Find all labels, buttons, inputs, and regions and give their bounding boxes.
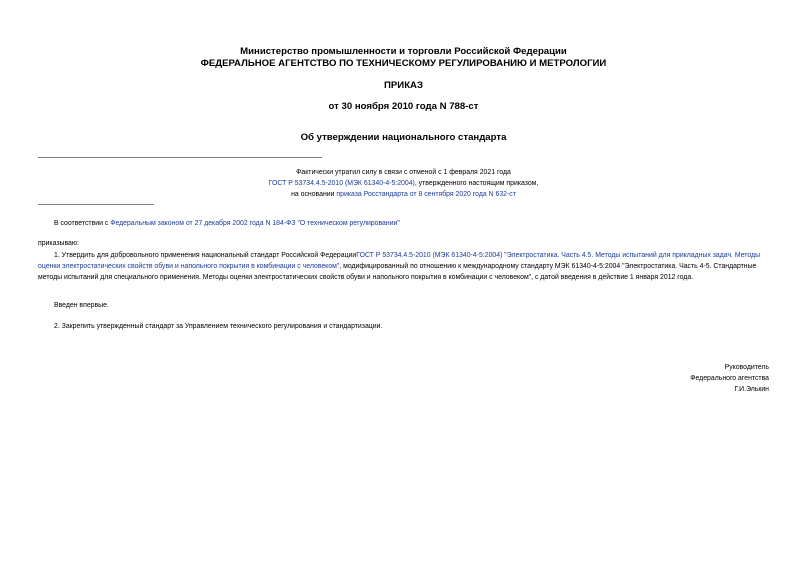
status-note-line1: Фактически утратил силу в связи с отменой с 1 февраля 2021 года <box>296 169 511 176</box>
item-2-paragraph: 2. Закрепить утвержденный стандарт за Управлением технического регулирования и стандартизации. <box>54 323 383 330</box>
document-type: ПРИКАЗ <box>384 80 423 91</box>
status-note-line2 <box>0 179 807 189</box>
orders-word: приказываю: <box>38 240 79 247</box>
preamble <box>54 219 400 229</box>
document-subject: Об утверждении национального стандарта <box>300 132 507 143</box>
gost-link[interactable]: ГОСТ Р 53734.4.5-2010 (МЭК 61340-4-5:2004) <box>268 180 415 187</box>
item-1-text-b: , модифицированный по отношению к международному стандарту МЭК 61340-4-5:2004 "Электростатика. Часть 4-5. Стандартные методы испытаний для специального применения. Методы оценки электростатических свойств обуви и напольного покрытия в комбинации с человеком", с датой введения в действие 1 января 2012 года. <box>38 263 757 281</box>
status-note-line3-text: на основании <box>291 191 337 198</box>
gost-standard-link[interactable]: ГОСТ Р 53734.4.5-2010 (МЭК 61340-4-5:2004) "Электростатика. Часть 4.5. Методы испытаний для прикладных задач. Методы оценки электростатических свойств обуви и напольного покрытия в комбинации с человеком" <box>38 252 761 270</box>
item-1-paragraph <box>38 250 770 283</box>
status-note-line2-text: , утвержденного настоящим приказом, <box>414 180 539 187</box>
ministry-title: Министерство промышленности и торговли Российской Федерации <box>240 46 567 57</box>
rosstandart-order-link[interactable]: приказа Росстандарта от 8 сентября 2020 года N 632-ст <box>336 191 516 198</box>
document-date-number: от 30 ноября 2010 года N 788-ст <box>328 101 479 112</box>
agency-title: ФЕДЕРАЛЬНОЕ АГЕНТСТВО ПО ТЕХНИЧЕСКОМУ РЕГУЛИРОВАНИЮ И МЕТРОЛОГИИ <box>200 58 607 69</box>
preamble-text: В соответствии с <box>54 220 111 227</box>
signature-position-line1: Руководитель <box>724 364 769 371</box>
divider-top <box>38 157 322 158</box>
signature-name: Г.И.Элькин <box>734 386 769 393</box>
signature-position-line2: Федерального агентства <box>690 375 769 382</box>
status-note-line3 <box>0 190 807 200</box>
item-1-text-a: 1. Утвердить для добровольного применения национальный стандарт Российской Федерации <box>54 252 357 259</box>
federal-law-link[interactable]: Федеральным законом от 27 декабря 2002 года N 184-ФЗ "О техническом регулировании" <box>110 220 400 227</box>
divider-bottom <box>38 204 154 205</box>
introduced-note: Введен впервые. <box>54 302 109 309</box>
